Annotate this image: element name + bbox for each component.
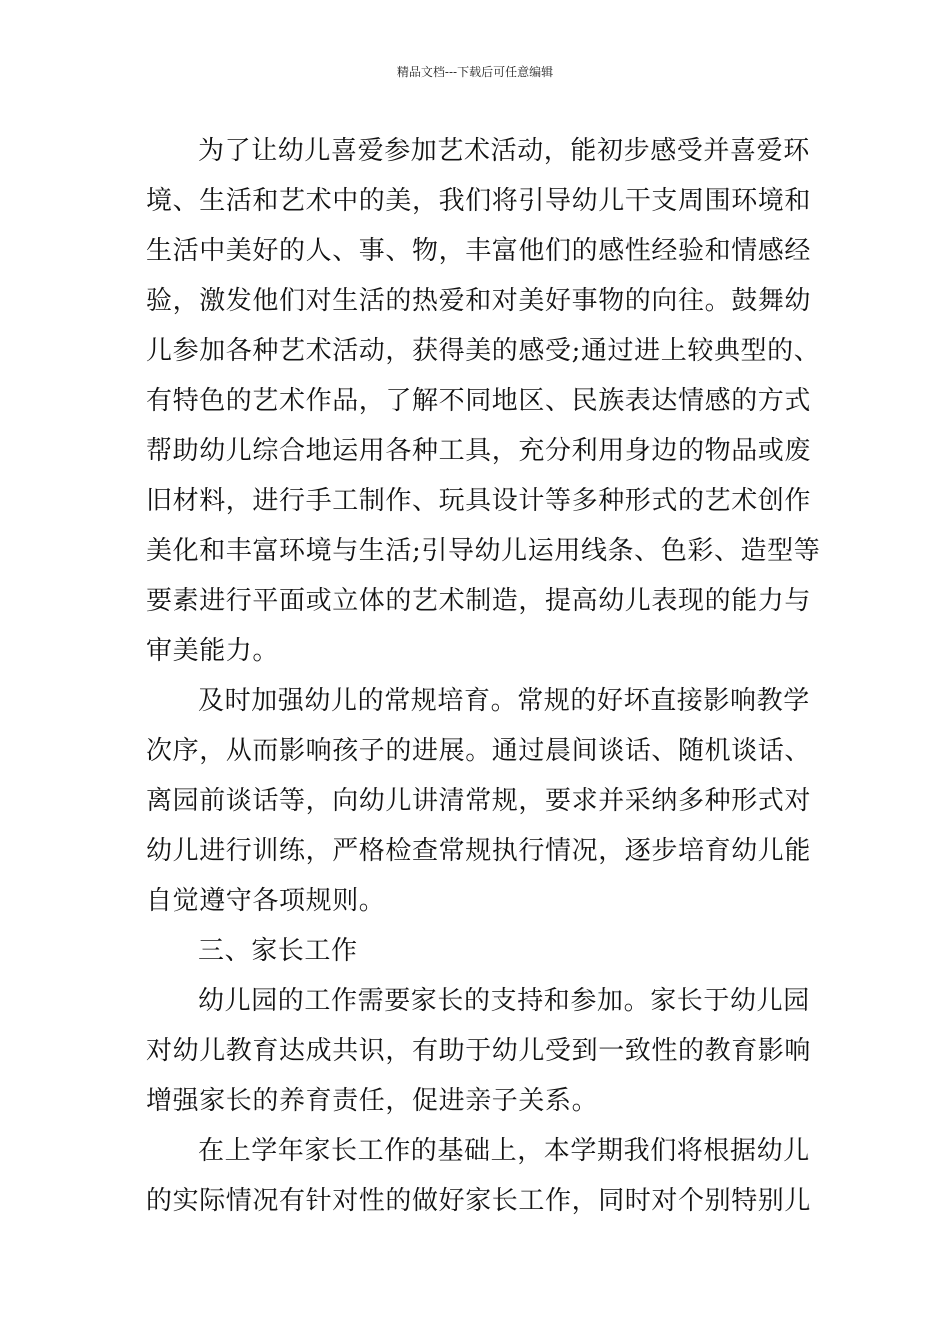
section-heading: 三、家长工作 — [198, 936, 358, 966]
document-body — [146, 126, 821, 1226]
text-line: 增强家长的养育责任，促进亲子关系。 — [146, 1086, 599, 1116]
text-line: 对幼儿教育达成共识，有助于幼儿受到一致性的教育影响 — [146, 1036, 812, 1066]
text-line: 自觉遵守各项规则。 — [146, 886, 386, 916]
text-line: 境、生活和艺术中的美，我们将引导幼儿干支周围环境和 — [146, 186, 812, 216]
page-header: 精品文档---下载后可任意编辑 — [396, 65, 554, 79]
text-line: 生活中美好的人、事、物，丰富他们的感性经验和情感经 — [146, 236, 812, 266]
text-line: 幼儿园的工作需要家长的支持和参加。家长于幼儿园 — [198, 986, 810, 1016]
text-line: 及时加强幼儿的常规培育。常规的好坏直接影响教学 — [198, 686, 810, 716]
text-line: 的实际情况有针对性的做好家长工作，同时对个别特别儿 — [146, 1186, 812, 1216]
text-line: 在上学年家长工作的基础上，本学期我们将根据幼儿 — [198, 1136, 810, 1166]
text-line: 要素进行平面或立体的艺术制造，提高幼儿表现的能力与 — [146, 586, 812, 616]
text-line: 美化和丰富环境与生活;引导幼儿运用线条、色彩、造型等 — [146, 536, 821, 566]
text-line: 有特色的艺术作品，了解不同地区、民族表达情感的方式 — [146, 386, 812, 416]
text-line: 儿参加各种艺术活动，获得美的感受;通过进上较典型的、 — [146, 336, 821, 366]
text-line: 审美能力。 — [146, 636, 280, 666]
text-line: 幼儿进行训练，严格检查常规执行情况，逐步培育幼儿能 — [146, 836, 812, 866]
text-line: 旧材料，进行手工制作、玩具设计等多种形式的艺术创作 — [146, 486, 812, 516]
text-line: 为了让幼儿喜爱参加艺术活动，能初步感受并喜爱环 — [198, 136, 810, 166]
text-line: 验，激发他们对生活的热爱和对美好事物的向往。鼓舞幼 — [146, 286, 812, 316]
text-line: 离园前谈话等，向幼儿讲清常规，要求并采纳多种形式对 — [146, 786, 812, 816]
text-line: 次序，从而影响孩子的进展。通过晨间谈话、随机谈话、 — [146, 736, 812, 766]
text-line: 帮助幼儿综合地运用各种工具，充分利用身边的物品或废 — [146, 436, 812, 466]
